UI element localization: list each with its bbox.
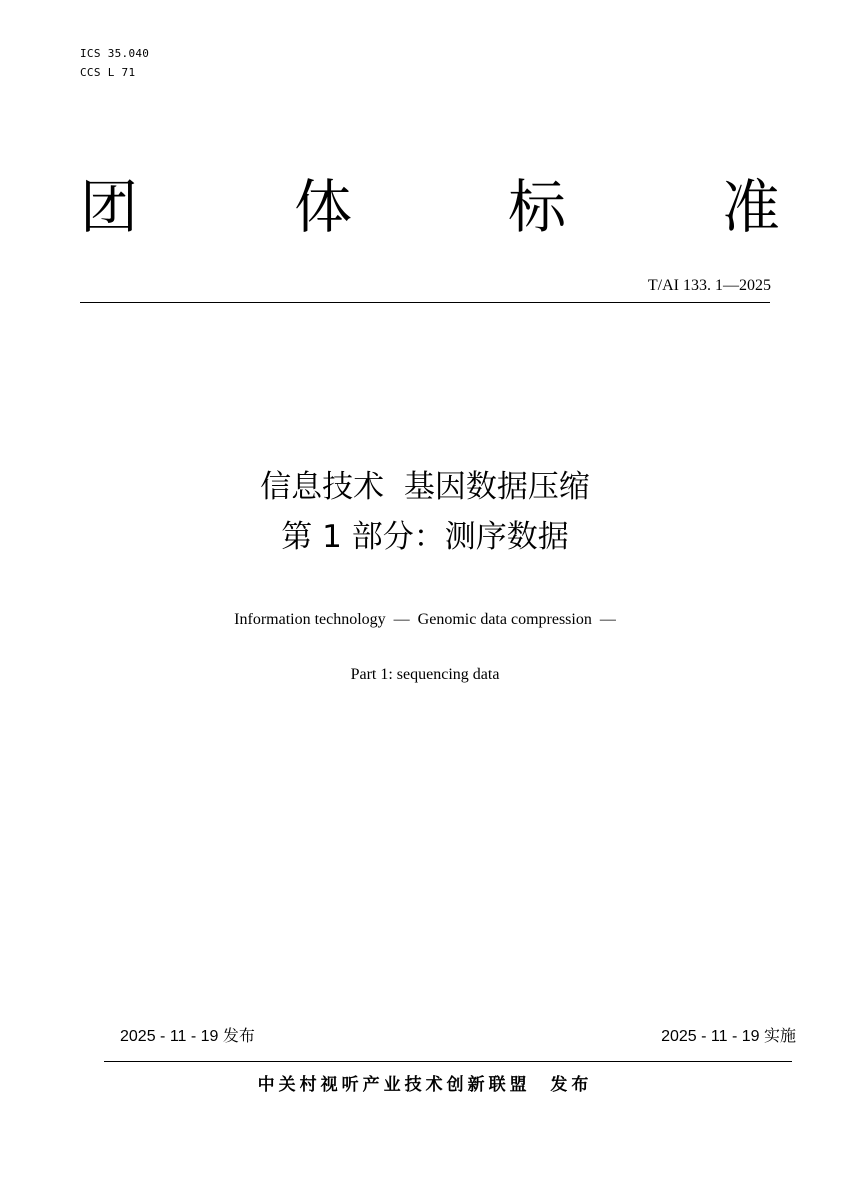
implement-date: 2025 - 11 - 19 实施 [661,1028,796,1045]
standard-type-char: 体 [293,173,352,241]
ccs-code: CCS L 71 [80,66,136,79]
english-title-line-2: Part 1: sequencing data [350,666,500,683]
bottom-divider [104,1061,792,1062]
standard-number: T/AI 133. 1—2025 [647,277,771,294]
publish-date: 2025 - 11 - 19 发布 [120,1028,255,1045]
standard-type-char: 准 [721,173,780,241]
ics-code: ICS 35.040 [80,47,150,60]
english-title-line-1: Information technology — Genomic data compression — [234,611,616,628]
top-divider [80,302,770,303]
chinese-title-line-1: 信息技术 基因数据压缩 [260,469,590,505]
classification-codes [80,44,149,82]
standard-type-char: 标 [507,173,566,241]
standard-type-heading [80,172,780,242]
chinese-title-line-2: 第 1 部分：测序数据 [281,519,569,555]
publisher-line: 中关村视听产业技术创新联盟 发布 [257,1075,593,1095]
standard-type-char: 团 [80,173,139,241]
